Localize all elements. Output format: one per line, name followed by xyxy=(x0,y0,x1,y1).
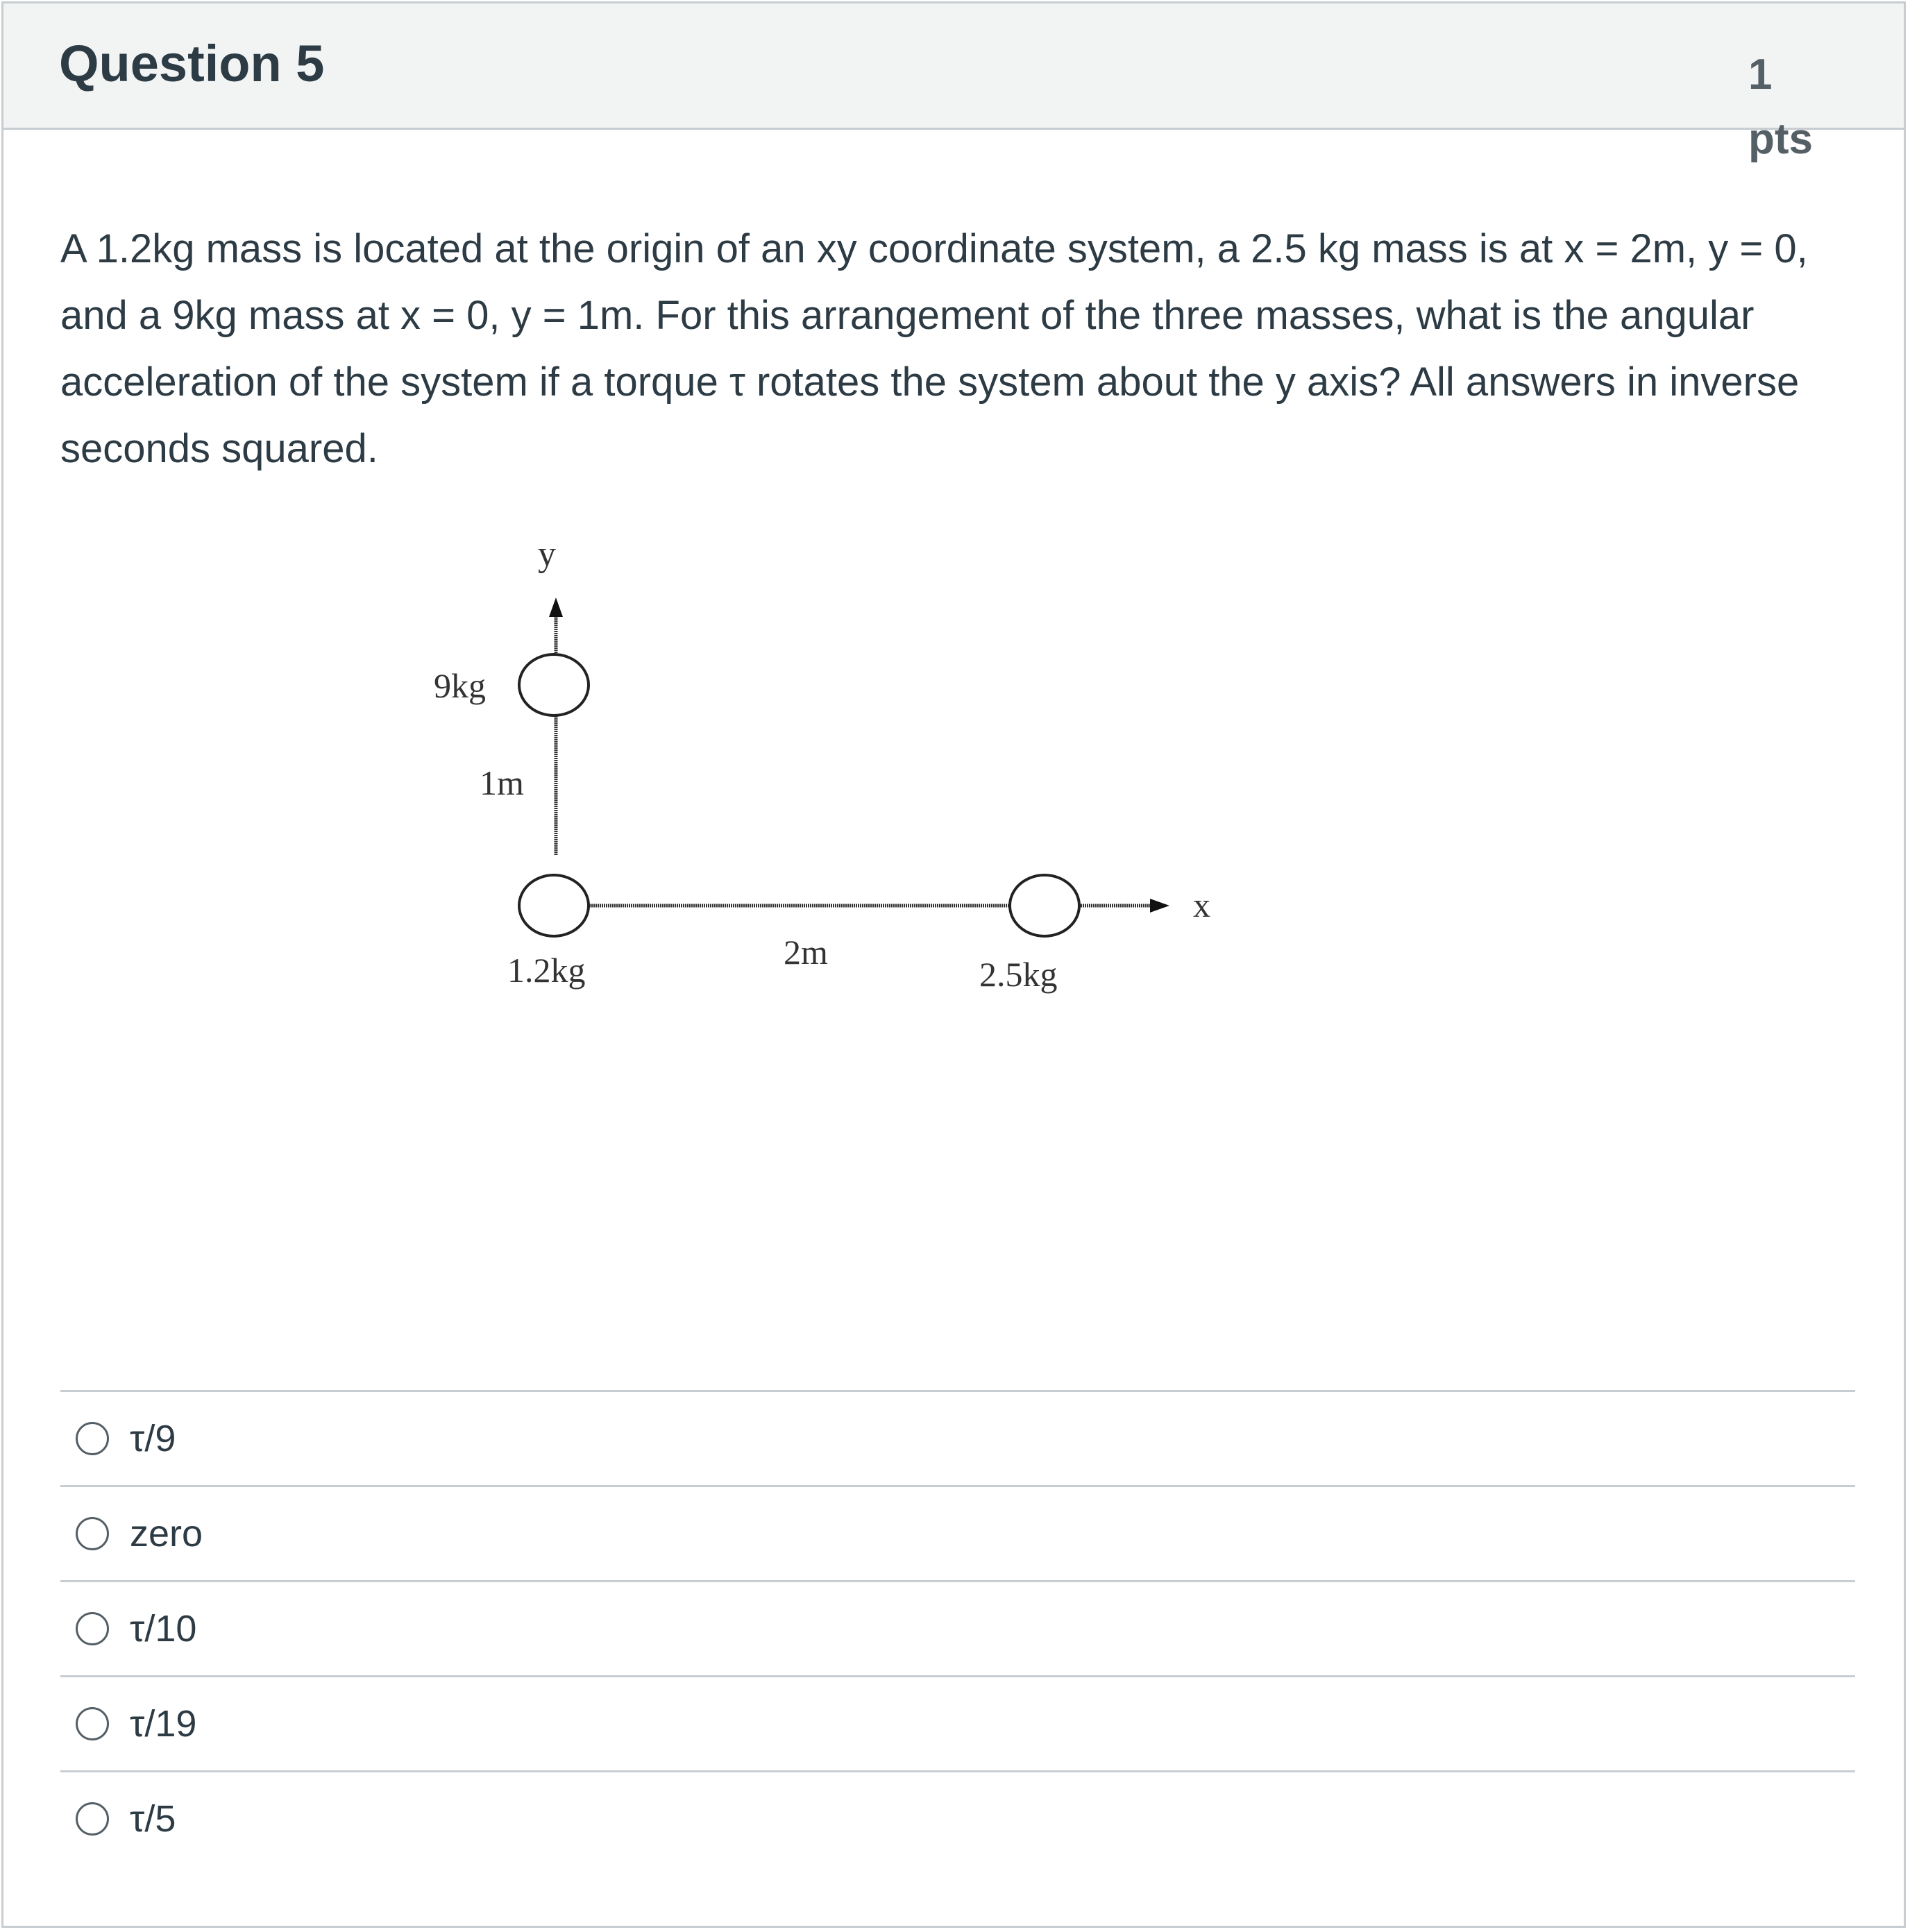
answer-option[interactable] xyxy=(60,1485,1855,1580)
answer-label[interactable]: zero xyxy=(130,1513,203,1554)
mass-right-label: 2.5kg xyxy=(979,955,1058,994)
answer-list xyxy=(60,1390,1855,1865)
horizontal-distance-label: 2m xyxy=(784,933,828,972)
mass-origin-label: 1.2kg xyxy=(507,951,586,990)
question-title: Question 5 xyxy=(59,35,325,92)
mass-right-circle xyxy=(1010,875,1079,936)
y-axis-arrow-icon xyxy=(549,598,563,617)
mass-top-circle xyxy=(519,654,589,715)
question-text: A 1.2kg mass is located at the origin of an xy coordinate system, a 2.5 kg mass is at x = 2m, y = 0, and a 9kg mass at x = 0, y = 1m. For this arrangement of the three masses, what is the angular acceleration of the system if a torque τ rotates the system about the y axis? All answers in inverse seconds squared. xyxy=(60,226,1808,471)
question-diagram xyxy=(406,531,1253,1017)
diagram-svg xyxy=(406,531,1253,1017)
answer-label[interactable]: τ/5 xyxy=(130,1798,176,1840)
x-axis-label: x xyxy=(1193,886,1210,924)
answer-option[interactable] xyxy=(60,1390,1855,1485)
question-card xyxy=(1,1,1906,1928)
answer-option[interactable] xyxy=(60,1580,1855,1675)
radio-button[interactable] xyxy=(76,1422,109,1455)
answer-label[interactable]: τ/10 xyxy=(130,1608,197,1650)
question-points xyxy=(1748,42,1832,171)
radio-button[interactable] xyxy=(76,1802,109,1836)
points-unit: pts xyxy=(1748,115,1813,163)
mass-top-label: 9kg xyxy=(434,666,486,705)
radio-button[interactable] xyxy=(76,1612,109,1645)
points-value: 1 xyxy=(1748,51,1773,99)
answer-option[interactable] xyxy=(60,1675,1855,1770)
answer-option[interactable] xyxy=(60,1770,1855,1865)
answer-label[interactable]: τ/9 xyxy=(130,1418,176,1459)
question-header xyxy=(3,3,1904,163)
x-axis-arrow-icon xyxy=(1150,899,1169,913)
y-axis-label: y xyxy=(538,534,556,574)
radio-button[interactable] xyxy=(76,1707,109,1740)
vertical-distance-label: 1m xyxy=(480,763,524,802)
answer-label[interactable]: τ/19 xyxy=(130,1703,197,1745)
radio-button[interactable] xyxy=(76,1517,109,1550)
mass-origin-circle xyxy=(519,875,589,936)
